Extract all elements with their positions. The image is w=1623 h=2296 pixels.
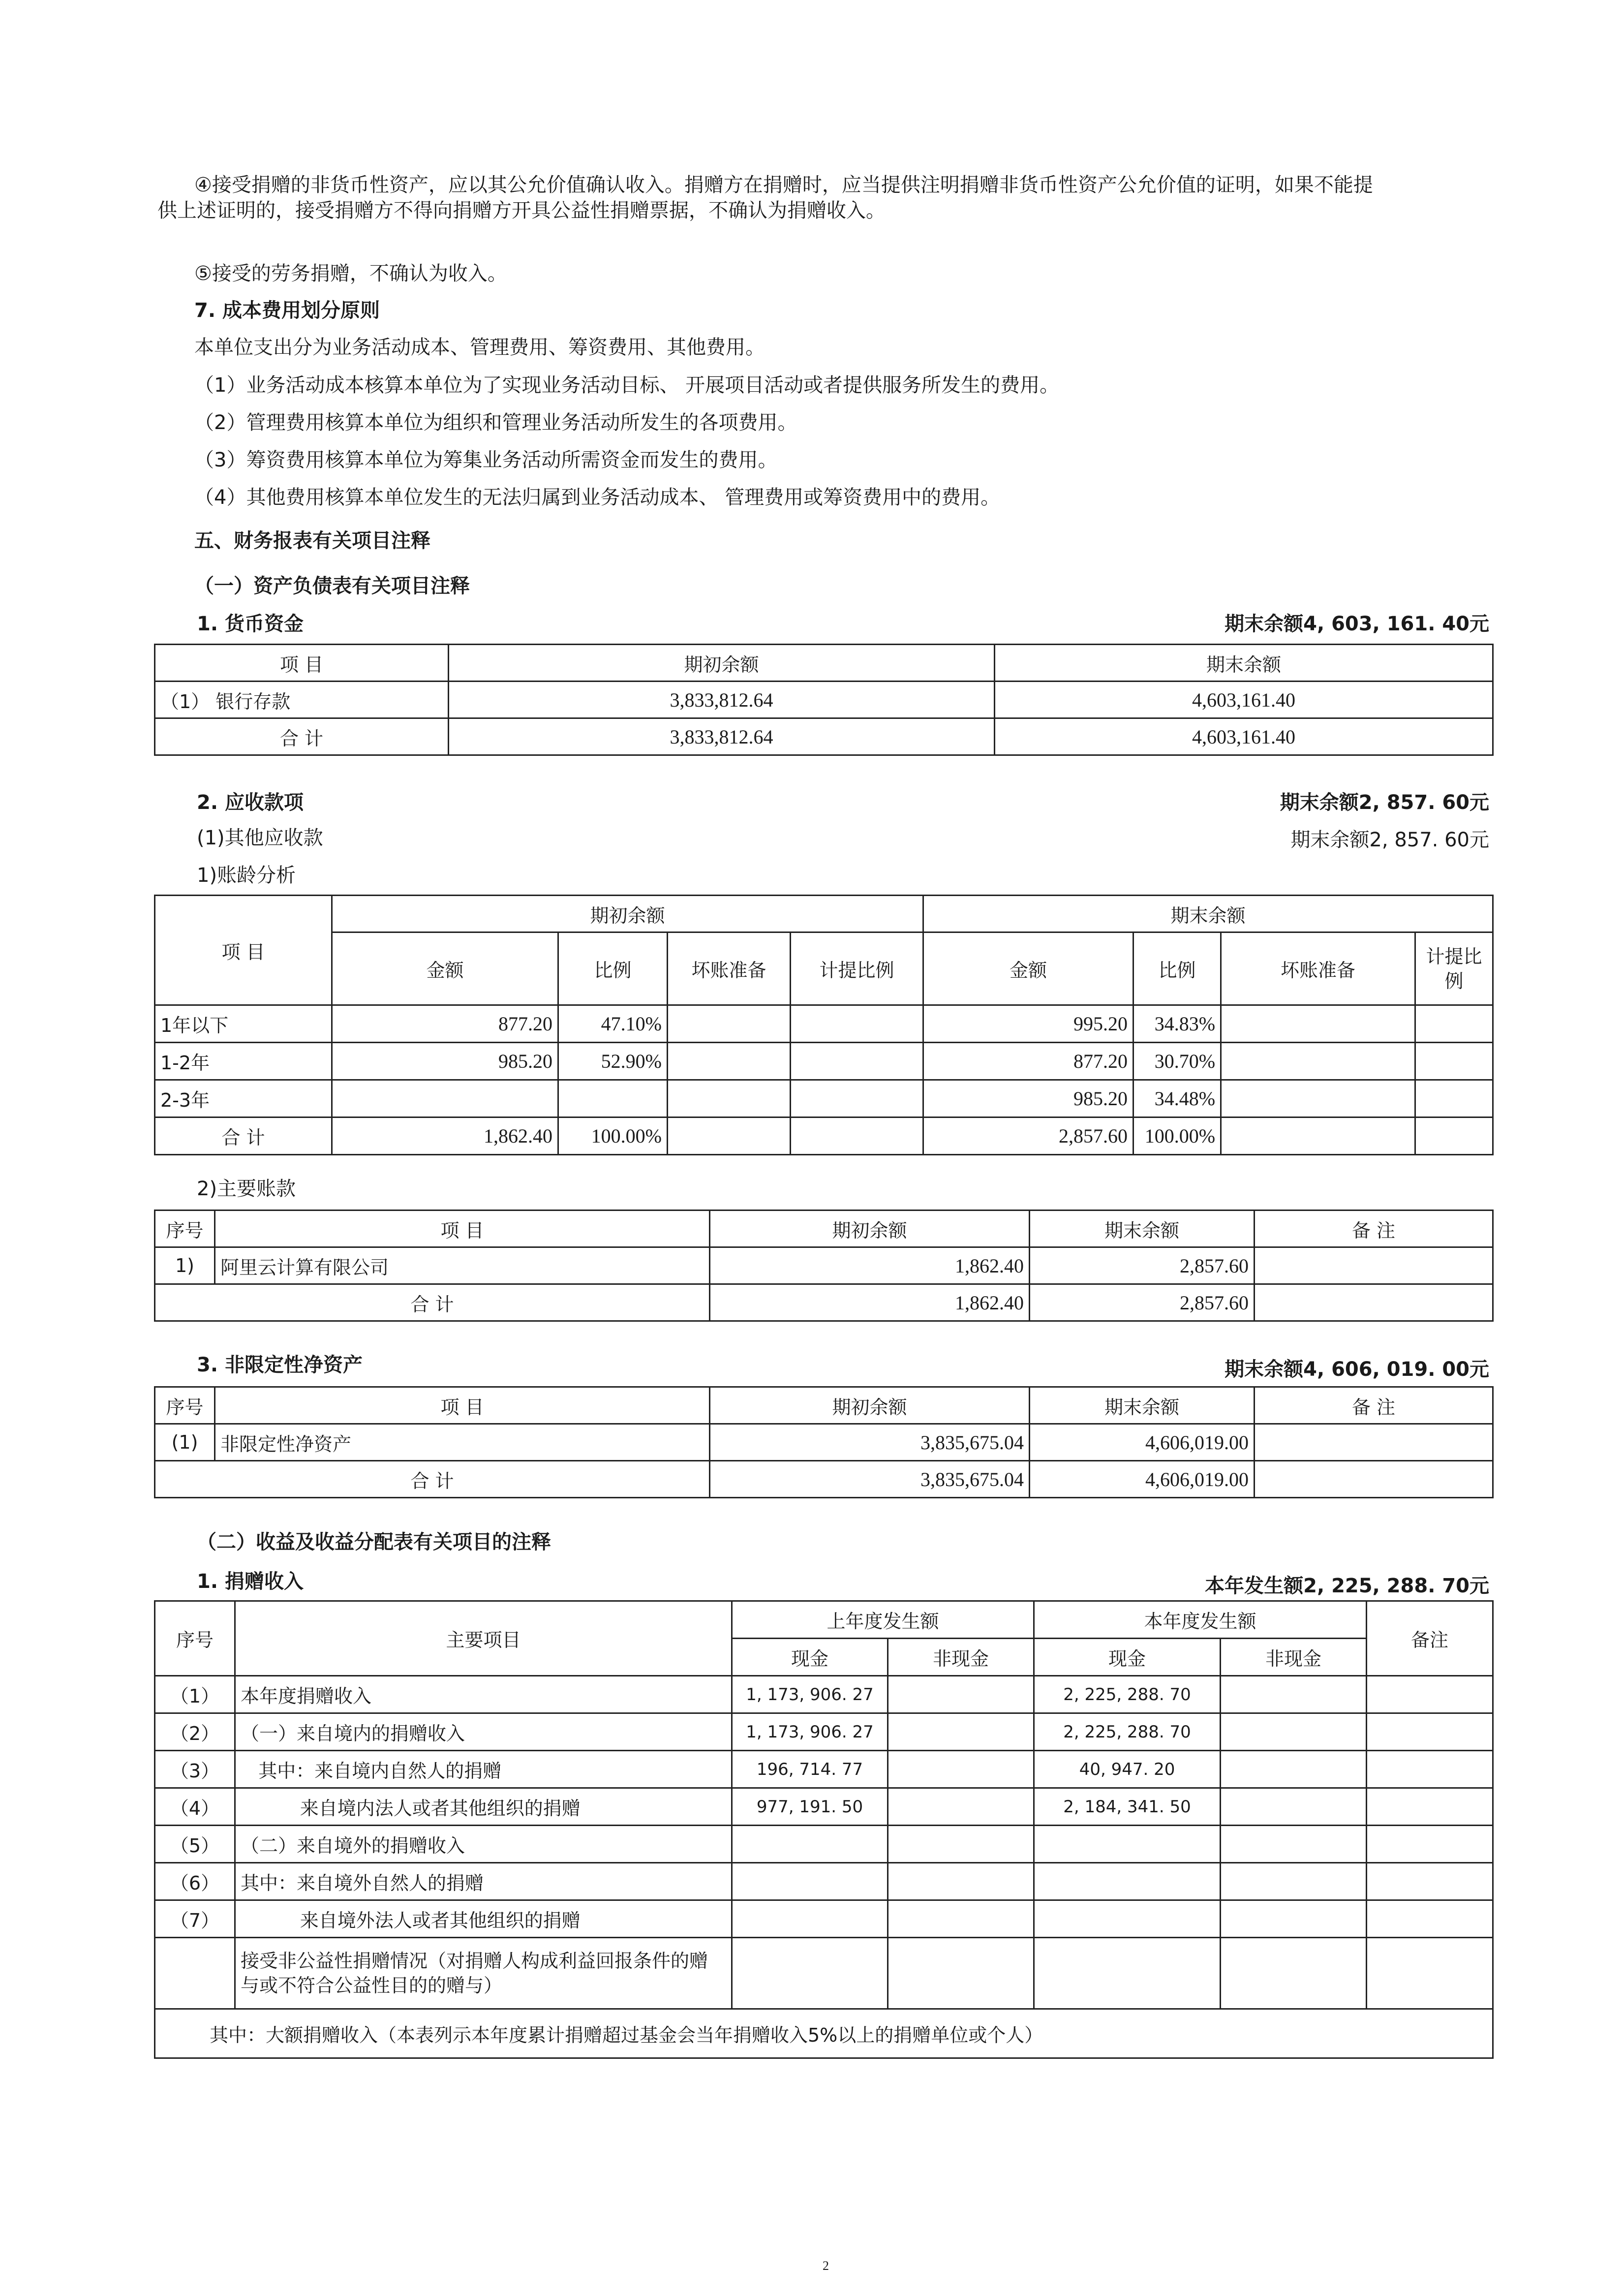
table-cell: 2, 184, 341. 50 [1034, 1788, 1221, 1826]
table-header: 金额 [923, 932, 1133, 1005]
table-cell: 来自境外法人或者其他组织的捐赠 [235, 1900, 732, 1938]
table-cell: (1) [155, 1424, 215, 1461]
table-cell [791, 1080, 923, 1117]
heading-income-notes: （二）收益及收益分配表有关项目的注释 [197, 1531, 551, 1553]
table-cell: （二）来自境外的捐赠收入 [235, 1826, 732, 1863]
table-cell: 非限定性净资产 [215, 1424, 710, 1461]
table-cell [1255, 1284, 1493, 1321]
main-accounts-table [154, 1210, 1494, 1322]
table-cell [732, 1863, 888, 1900]
table-cell [1034, 1938, 1221, 2009]
table-cell: 其中：来自境外自然人的捐赠 [235, 1863, 732, 1900]
table-cell [1367, 1676, 1493, 1713]
table-cell [1255, 1424, 1493, 1461]
table-cell [1221, 1713, 1367, 1751]
paragraph-business-cost: （1）业务活动成本核算本单位为了实现业务活动目标、 开展项目活动或者提供服务所发生的费用。 [194, 374, 1060, 397]
table-footer-cell: 其中：大额捐赠收入（本表列示本年度累计捐赠超过基金会当年捐赠收入5%以上的捐赠单位或个人） [155, 2009, 1493, 2058]
paragraph-other-cost: （4）其他费用核算本单位发生的无法归属到业务活动成本、 管理费用或筹资费用中的费用。 [194, 486, 1001, 509]
table-cell [888, 1751, 1034, 1788]
table-cell: 1,862.40 [332, 1117, 558, 1155]
table-cell: 2, 225, 288. 70 [1034, 1713, 1221, 1751]
table-cell: 1, 173, 906. 27 [732, 1676, 888, 1713]
table-header: 期初余额 [710, 1210, 1030, 1247]
table-cell [1221, 1938, 1367, 2009]
table-cell: 985.20 [332, 1043, 558, 1080]
table-cell [1367, 1938, 1493, 2009]
table-cell: 来自境内法人或者其他组织的捐赠 [235, 1788, 732, 1826]
table-cell: 2, 225, 288. 70 [1034, 1676, 1221, 1713]
table-header: 备注 [1367, 1601, 1493, 1676]
table-header: 坏账准备 [668, 932, 791, 1005]
table-cell [1034, 1826, 1221, 1863]
table-cell: 4,606,019.00 [1030, 1424, 1255, 1461]
table-cell [332, 1080, 558, 1117]
table-cell [732, 1938, 888, 2009]
table-cell: （3） [155, 1751, 235, 1788]
table-cell [1221, 1863, 1367, 1900]
table-cell [1367, 1788, 1493, 1826]
paragraph-noncash-donation-cont: 供上述证明的，接受捐赠方不得向捐赠方开具公益性捐赠票据，不确认为捐赠收入。 [157, 199, 886, 222]
table-cell: 977, 191. 50 [732, 1788, 888, 1826]
table-cell: 995.20 [923, 1005, 1133, 1043]
table-cell [1415, 1117, 1493, 1155]
table-cell [888, 1788, 1034, 1826]
table-cell [888, 1938, 1034, 2009]
table2-subnote: 期末余额2, 857. 60元 [1290, 829, 1489, 851]
table-header: 期末余额 [1030, 1387, 1255, 1424]
table-header: 期初余额 [332, 896, 923, 932]
table-row [155, 682, 1493, 718]
table-cell: 877.20 [923, 1043, 1133, 1080]
table-header: 计提比例 [791, 932, 923, 1005]
table-header: 序号 [155, 1210, 215, 1247]
table-cell: 1年以下 [155, 1005, 332, 1043]
donation-income-table [154, 1600, 1494, 2059]
table-row [155, 1005, 1493, 1043]
table-row [155, 1247, 1493, 1284]
table-cell: 100.00% [1133, 1117, 1221, 1155]
table-header: 主要项目 [235, 1601, 732, 1676]
table-cell: 合 计 [155, 718, 449, 755]
table-header: 项 目 [155, 896, 332, 1005]
table-cell: （4） [155, 1788, 235, 1826]
table-header: 非现金 [1221, 1639, 1367, 1676]
table-cell [668, 1005, 791, 1043]
table-cell: 1) [155, 1247, 215, 1284]
table-row [155, 1826, 1493, 1863]
heading-cost-principles: 7. 成本费用划分原则 [194, 299, 380, 322]
table-cell: （1） 银行存款 [155, 682, 449, 718]
table-cell: 4,603,161.40 [995, 682, 1493, 718]
table-cell [732, 1900, 888, 1938]
table-cell: （6） [155, 1863, 235, 1900]
table1-note: 期末余额4, 603, 161. 40元 [1225, 613, 1489, 635]
page-number: 2 [823, 2259, 829, 2273]
table-cell [1415, 1005, 1493, 1043]
table2-subtitle2: 1)账龄分析 [197, 864, 296, 887]
heading-balance-notes: （一）资产负债表有关项目注释 [194, 575, 470, 597]
table-cell: （5） [155, 1826, 235, 1863]
cash-table [154, 644, 1494, 756]
table-cell: 4,603,161.40 [995, 718, 1493, 755]
table-cell [1367, 1713, 1493, 1751]
table-cell: 34.48% [1133, 1080, 1221, 1117]
table-cell: 47.10% [558, 1005, 668, 1043]
table-cell: 1-2年 [155, 1043, 332, 1080]
table-cell [791, 1117, 923, 1155]
table-cell [791, 1005, 923, 1043]
table-cell: 100.00% [558, 1117, 668, 1155]
table-cell [888, 1863, 1034, 1900]
table-header: 期初余额 [710, 1387, 1030, 1424]
table-cell: 1,862.40 [710, 1284, 1030, 1321]
paragraph-service-donation: ⑤接受的劳务捐赠，不确认为收入。 [194, 262, 507, 285]
table-header: 期初余额 [449, 645, 995, 682]
table-header: 上年度发生额 [732, 1601, 1034, 1639]
table-header: 备 注 [1255, 1210, 1493, 1247]
table-cell [155, 1938, 235, 2009]
table-header: 本年度发生额 [1034, 1601, 1367, 1639]
table-cell [1415, 1043, 1493, 1080]
table-row [155, 1080, 1493, 1117]
table-cell [1367, 1900, 1493, 1938]
table-header: 非现金 [888, 1639, 1034, 1676]
table-row [155, 718, 1493, 755]
table-cell: 34.83% [1133, 1005, 1221, 1043]
table3-title: 2)主要账款 [197, 1178, 296, 1200]
table-header: 比例 [558, 932, 668, 1005]
table-cell: 52.90% [558, 1043, 668, 1080]
table-cell: 4,606,019.00 [1030, 1461, 1255, 1498]
table-cell [1221, 1826, 1367, 1863]
table-cell [1034, 1900, 1221, 1938]
table-cell: （2） [155, 1713, 235, 1751]
table1-title: 1. 货币资金 [197, 613, 304, 635]
table-cell [791, 1043, 923, 1080]
table-header: 期末余额 [923, 896, 1493, 932]
table-cell: （一）来自境内的捐赠收入 [235, 1713, 732, 1751]
table-cell [888, 1826, 1034, 1863]
table-header: 项 目 [215, 1387, 710, 1424]
table-cell [888, 1900, 1034, 1938]
table4-title: 3. 非限定性净资产 [197, 1354, 363, 1376]
table-row [155, 1424, 1493, 1461]
table-cell: （7） [155, 1900, 235, 1938]
table-cell: 合 计 [155, 1284, 710, 1321]
table-header: 金额 [332, 932, 558, 1005]
table-cell: 3,833,812.64 [449, 718, 995, 755]
table-cell [1255, 1461, 1493, 1498]
paragraph-admin-cost: （2）管理费用核算本单位为组织和管理业务活动所发生的各项费用。 [194, 411, 797, 434]
table-header: 现金 [1034, 1639, 1221, 1676]
table-cell: 1, 173, 906. 27 [732, 1713, 888, 1751]
table-cell [1415, 1080, 1493, 1117]
table-row [155, 1461, 1493, 1498]
table-cell [888, 1676, 1034, 1713]
table-cell: 877.20 [332, 1005, 558, 1043]
table-cell [1367, 1826, 1493, 1863]
table-header: 坏账准备 [1221, 932, 1415, 1005]
table-cell: 1,862.40 [710, 1247, 1030, 1284]
table-cell [1221, 1080, 1415, 1117]
table-cell: 合 计 [155, 1117, 332, 1155]
table-cell [1221, 1676, 1367, 1713]
table-cell: 本年度捐赠收入 [235, 1676, 732, 1713]
table-cell [668, 1117, 791, 1155]
heading-section-five: 五、财务报表有关项目注释 [194, 529, 430, 552]
table-header: 计提比例 [1415, 932, 1493, 1005]
unrestricted-net-assets-table [154, 1386, 1494, 1498]
table-cell [668, 1043, 791, 1080]
table4-note: 期末余额4, 606, 019. 00元 [1225, 1358, 1489, 1381]
table-row [155, 1788, 1493, 1826]
table-cell: 40, 947. 20 [1034, 1751, 1221, 1788]
table-header: 备 注 [1255, 1387, 1493, 1424]
table-cell [668, 1080, 791, 1117]
table-cell [1221, 1900, 1367, 1938]
table-row [155, 1284, 1493, 1321]
table-header: 项 目 [155, 645, 449, 682]
table-cell [1221, 1043, 1415, 1080]
table-cell [1221, 1788, 1367, 1826]
table-cell: 合 计 [155, 1461, 710, 1498]
table-header: 比例 [1133, 932, 1221, 1005]
paragraph-noncash-donation: ④接受捐赠的非货币性资产，应以其公允价值确认收入。捐赠方在捐赠时，应当提供注明捐赠非货币性资产公允价值的证明，如果不能提 [194, 174, 1373, 196]
table-row [155, 1938, 1493, 2009]
table-cell: 3,835,675.04 [710, 1461, 1030, 1498]
table-cell [1221, 1117, 1415, 1155]
table-cell: 985.20 [923, 1080, 1133, 1117]
table-cell [1221, 1751, 1367, 1788]
table-header: 期末余额 [1030, 1210, 1255, 1247]
table-header: 序号 [155, 1387, 215, 1424]
table-cell: 3,835,675.04 [710, 1424, 1030, 1461]
table-cell [1221, 1005, 1415, 1043]
table-row [155, 1676, 1493, 1713]
table-cell [558, 1080, 668, 1117]
paragraph-cost-categories: 本单位支出分为业务活动成本、管理费用、筹资费用、其他费用。 [194, 336, 765, 359]
table-header: 现金 [732, 1639, 888, 1676]
table-row [155, 2009, 1493, 2058]
table5-note: 本年发生额2, 225, 288. 70元 [1205, 1575, 1489, 1597]
table-cell: 3,833,812.64 [449, 682, 995, 718]
paragraph-financing-cost: （3）筹资费用核算本单位为筹集业务活动所需资金而发生的费用。 [194, 449, 778, 471]
table-cell [1255, 1247, 1493, 1284]
table-cell: 2,857.60 [1030, 1284, 1255, 1321]
table-header: 期末余额 [995, 645, 1493, 682]
table-header: 项 目 [215, 1210, 710, 1247]
table-cell: 阿里云计算有限公司 [215, 1247, 710, 1284]
table-cell [732, 1826, 888, 1863]
table-cell: 接受非公益性捐赠情况（对捐赠人构成利益回报条件的赠与或不符合公益性目的的赠与） [235, 1938, 732, 2009]
table2-note: 期末余额2, 857. 60元 [1280, 791, 1489, 814]
table-header: 序号 [155, 1601, 235, 1676]
table-cell [888, 1713, 1034, 1751]
table-row [155, 1900, 1493, 1938]
table-cell [1367, 1751, 1493, 1788]
aging-table [154, 895, 1494, 1155]
table-cell: 2,857.60 [1030, 1247, 1255, 1284]
table-cell: 2-3年 [155, 1080, 332, 1117]
table-row [155, 1117, 1493, 1155]
table-cell [1367, 1863, 1493, 1900]
table-cell: 其中：来自境内自然人的捐赠 [235, 1751, 732, 1788]
table-cell: （1） [155, 1676, 235, 1713]
table-cell [1034, 1863, 1221, 1900]
table-row [155, 1863, 1493, 1900]
table2-title: 2. 应收款项 [197, 791, 304, 814]
table-cell: 196, 714. 77 [732, 1751, 888, 1788]
table-row [155, 1713, 1493, 1751]
table-cell: 2,857.60 [923, 1117, 1133, 1155]
table-cell: 30.70% [1133, 1043, 1221, 1080]
table-row [155, 1043, 1493, 1080]
table-row [155, 1751, 1493, 1788]
table2-subtitle: (1)其他应收款 [197, 827, 323, 849]
table5-title: 1. 捐赠收入 [197, 1570, 304, 1593]
